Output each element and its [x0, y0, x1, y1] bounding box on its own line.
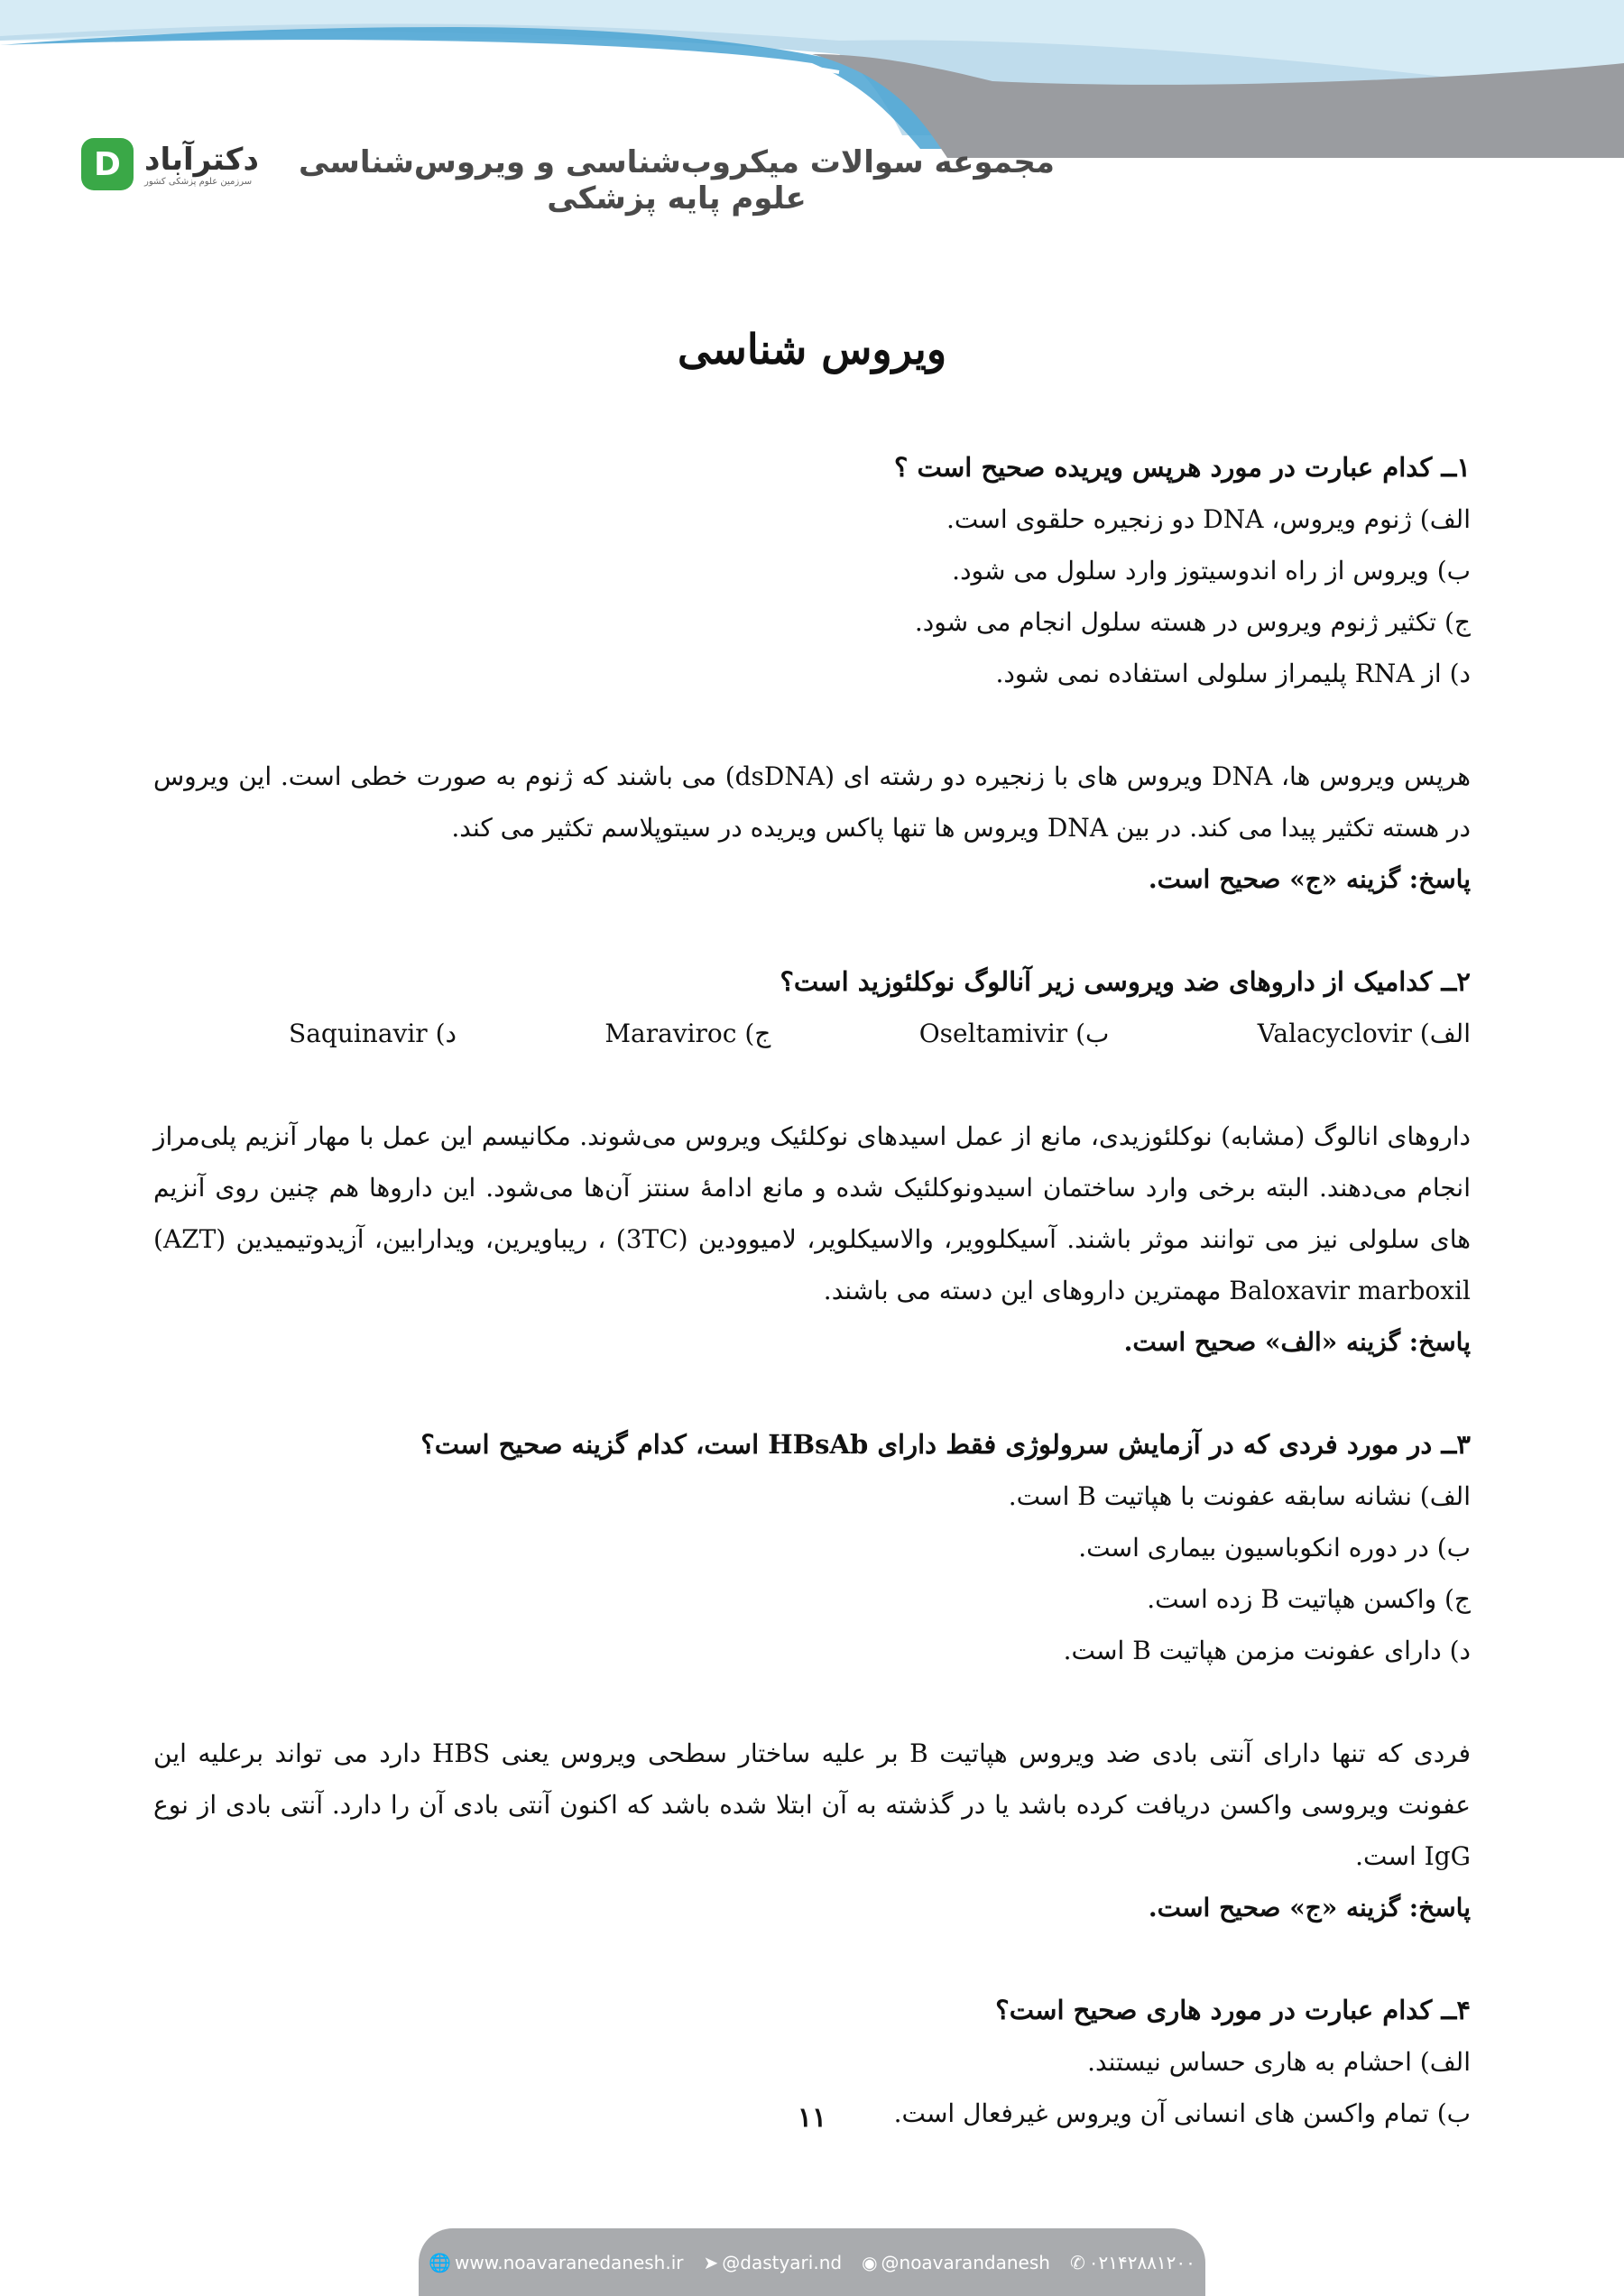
- question-1-explanation: هرپس ویروس ها، DNA ویروس های با زنجیره دو رشته ای (dsDNA) می باشند که ژنوم به صورت خطی است. این ویروس در هسته تکثیر پیدا می کند. در بین DNA ویروس ها تنها پاکس ویریده در سیتوپلاسم تکثیر می کند.: [153, 761, 1471, 843]
- question-2-answer: پاسخ: گزینه «الف» صحیح است.: [1123, 1327, 1471, 1357]
- question-1-option-d: د) از RNA پلیمراز سلولی استفاده نمی شود.: [995, 659, 1471, 688]
- globe-icon: 🌐: [429, 2251, 451, 2273]
- question-3-option-d: د) دارای عفونت مزمن هپاتیت B است.: [1063, 1636, 1471, 1665]
- page-number: ۱۱: [797, 2102, 827, 2134]
- question-1-option-c: ج) تکثیر ژنوم ویروس در هسته سلول انجام می شود.: [914, 607, 1471, 637]
- question-2-explanation: داروهای انالوگ (مشابه) نوکلئوزیدی، مانع از عمل اسیدهای نوکلئیک ویروس می‌شوند. مکانیسم این عمل با مهار آنزیم پلی‌مراز انجام می‌دهند. البته برخی وارد ساختمان اسیدونوکلئیک شده و مانع ادامهٔ سنتز آن‌ها می‌شود. این داروها هم چنین روی آنزیم های سلولی نیز می توانند موثر باشند. آسیکلوویر، والاسیکلویر، لامیوودین (3TC) ، ریباویرین، ویدارابین، آزیدوتیمیدین (AZT) Baloxavir marboxil مهمترین داروهای این دسته می باشند.: [153, 1121, 1471, 1305]
- phone-icon: ✆: [1069, 2251, 1085, 2273]
- logo-text: [144, 143, 259, 187]
- question-2-title: ۲ــ کدامیک از داروهای ضد ویروسی زیر آنالوگ نوکلئوزید است؟: [780, 966, 1471, 997]
- logo-name: دکترآباد: [144, 141, 259, 178]
- question-1-answer: پاسخ: گزینه «ج» صحیح است.: [1148, 864, 1471, 894]
- instagram-icon: ◉: [862, 2251, 878, 2273]
- question-2-option-c: ج) Maraviroc: [604, 1019, 771, 1048]
- page-content: [153, 442, 1471, 2139]
- question-2-option-b: ب) Oseltamivir: [918, 1019, 1110, 1048]
- logo-tagline: سرزمین علوم پزشکی کشور: [144, 176, 253, 187]
- footer-website[interactable]: [429, 2252, 683, 2273]
- footer-instagram-text: @noavarandanesh: [881, 2251, 1050, 2273]
- footer-bar: [419, 2228, 1205, 2296]
- question-4-option-b: ب) تمام واکسن های انسانی آن ویروس غیرفعال است.: [893, 2098, 1471, 2128]
- question-2-options: [153, 1008, 1471, 1059]
- question-1-title: ۱ــ کدام عبارت در مورد هرپس ویریده صحیح است ؟: [894, 452, 1471, 483]
- logo-d-icon: D: [81, 138, 134, 190]
- footer-phone-text: ۰۲۱۴۲۸۸۱۲۰۰: [1088, 2251, 1195, 2273]
- question-3-explanation: فردی که تنها دارای آنتی بادی ضد ویروس هپاتیت B بر علیه ساختار سطحی ویروس یعنی HBS دارد می تواند برعلیه این عفونت ویروسی واکسن دریافت کرده باشد یا در گذشته به آن ابتلا شده باشد که اکنون آنتی بادی آن را دارد. آنتی بادی از نوع IgG است.: [153, 1738, 1472, 1871]
- footer-phone[interactable]: [1070, 2252, 1195, 2273]
- question-4-option-a: الف) احشام به هاری حساس نیستند.: [1087, 2047, 1471, 2077]
- footer-website-text: www.noavaranedanesh.ir: [455, 2251, 684, 2273]
- footer-telegram-text: @dastyari.nd: [722, 2251, 843, 2273]
- question-3-title: ۳ــ در مورد فردی که در آزمایش سرولوژی فقط دارای HBsAb است، کدام گزینه صحیح است؟: [420, 1429, 1471, 1460]
- question-4-title: ۴ــ کدام عبارت در مورد هاری صحیح است؟: [995, 1995, 1471, 2025]
- question-3-option-b: ب) در دوره انکوباسیون بیماری است.: [1078, 1533, 1471, 1563]
- question-2-option-a: الف) Valacyclovir: [1257, 1019, 1471, 1048]
- footer-instagram[interactable]: [862, 2252, 1050, 2273]
- brand-logo: [81, 138, 259, 190]
- question-3-answer: پاسخ: گزینه «ج» صحیح است.: [1148, 1893, 1471, 1923]
- question-1-option-a: الف) ژنوم ویروس، DNA دو زنجیره حلقوی است.: [946, 504, 1471, 534]
- question-1-option-b: ب) ویروس از راه اندوسیتوز وارد سلول می شود.: [952, 556, 1471, 586]
- question-3-option-a: الف) نشانه سابقه عفونت با هپاتیت B است.: [1008, 1481, 1471, 1511]
- section-title: ویروس شناسی: [677, 325, 947, 373]
- question-3-option-c: ج) واکسن هپاتیت B زده است.: [1147, 1584, 1471, 1614]
- book-series-title: مجموعه سوالات میکروب‌شناسی و ویروس‌شناسی علوم پایه پزشکی: [299, 144, 1055, 217]
- footer-telegram[interactable]: [703, 2252, 842, 2273]
- telegram-icon: ➤: [703, 2251, 719, 2273]
- question-2-option-d: د) Saquinavir: [289, 1019, 457, 1048]
